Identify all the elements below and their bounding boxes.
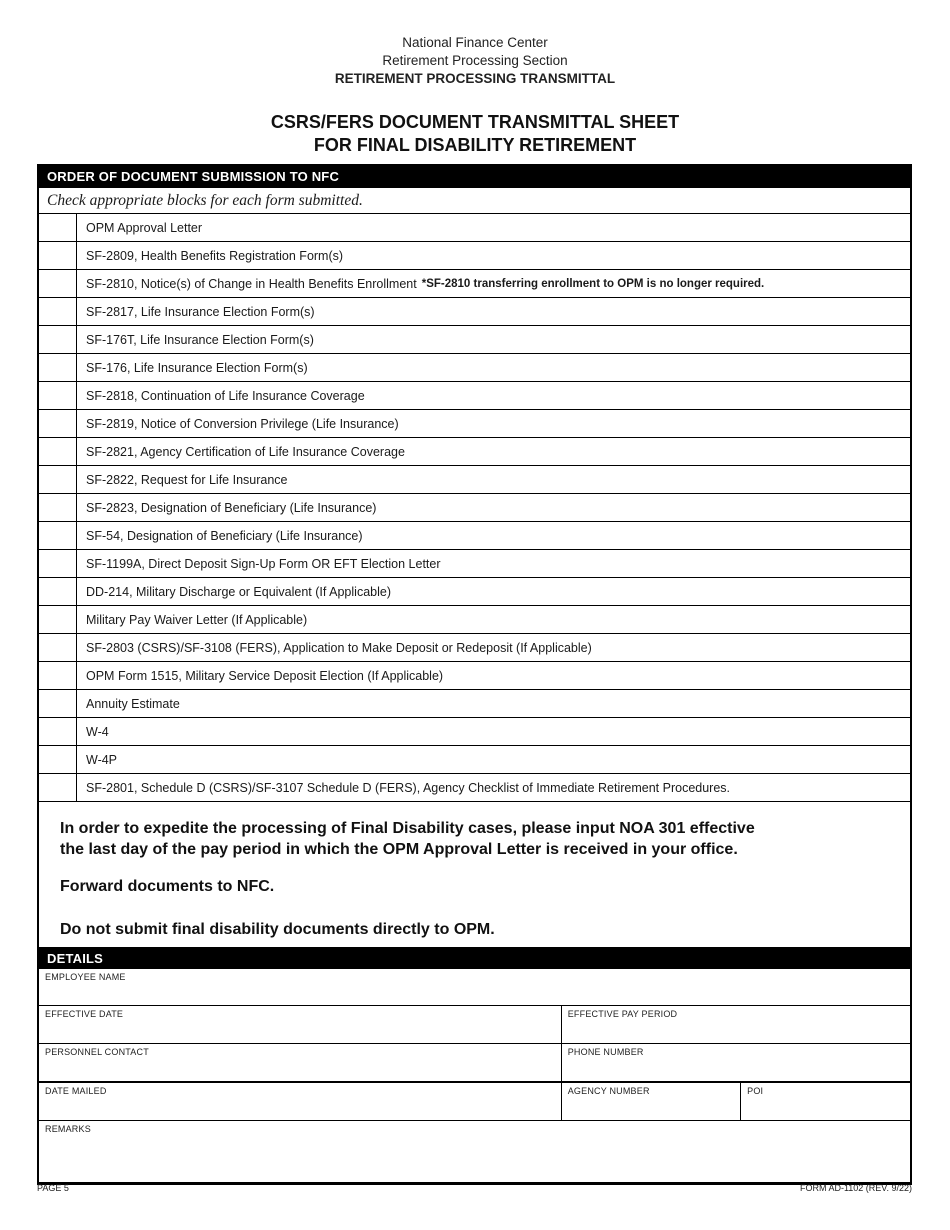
checkbox-cell[interactable] bbox=[39, 690, 77, 717]
field-label-poi: POI bbox=[747, 1086, 764, 1096]
form-label: SF-2823, Designation of Beneficiary (Life Insurance) bbox=[86, 500, 377, 515]
form-label: SF-176T, Life Insurance Election Form(s) bbox=[86, 332, 314, 347]
checklist-row bbox=[39, 438, 910, 466]
checkbox-cell[interactable] bbox=[39, 410, 77, 437]
checkbox-cell[interactable] bbox=[39, 438, 77, 465]
document-title-line1: CSRS/FERS DOCUMENT TRANSMITTAL SHEET bbox=[270, 112, 680, 132]
field-effective-date[interactable] bbox=[39, 1006, 561, 1043]
form-label: SF-2818, Continuation of Life Insurance Coverage bbox=[86, 388, 365, 403]
checkbox-cell[interactable] bbox=[39, 522, 77, 549]
checklist-row bbox=[39, 690, 910, 718]
checklist-row bbox=[39, 270, 910, 298]
field-label-agency-number: AGENCY NUMBER bbox=[567, 1086, 650, 1096]
checkbox-cell[interactable] bbox=[39, 550, 77, 577]
checklist-row bbox=[39, 606, 910, 634]
checkbox-cell[interactable] bbox=[39, 382, 77, 409]
form-label: OPM Approval Letter bbox=[86, 220, 203, 235]
checklist-row bbox=[39, 410, 910, 438]
order-section-header: ORDER OF DOCUMENT SUBMISSION TO NFC bbox=[39, 164, 910, 188]
checklist-row bbox=[39, 326, 910, 354]
document-title bbox=[0, 111, 950, 156]
field-label-phone-number: PHONE NUMBER bbox=[567, 1047, 644, 1057]
details-section-header: DETAILS bbox=[39, 947, 910, 969]
checklist-row bbox=[39, 214, 910, 242]
org-transmittal: RETIREMENT PROCESSING TRANSMITTAL bbox=[334, 71, 616, 86]
notice-p1-line2: the last day of the pay period in which the OPM Approval Letter is received in your office. bbox=[60, 841, 738, 858]
form-label: W-4 bbox=[86, 724, 109, 739]
checklist-row bbox=[39, 718, 910, 746]
footer-form-number: FORM AD-1102 (REV. 9/22) bbox=[799, 1183, 912, 1193]
checklist-row bbox=[39, 466, 910, 494]
form-label: SF-2821, Agency Certification of Life Insurance Coverage bbox=[86, 444, 405, 459]
checkbox-cell[interactable] bbox=[39, 298, 77, 325]
form-label: SF-2819, Notice of Conversion Privilege (Life Insurance) bbox=[86, 416, 399, 431]
checkbox-cell[interactable] bbox=[39, 214, 77, 241]
form-label: SF-2822, Request for Life Insurance bbox=[86, 472, 288, 487]
field-effective-pay-period[interactable] bbox=[561, 1006, 910, 1043]
details-row bbox=[39, 1083, 910, 1121]
checkbox-cell[interactable] bbox=[39, 606, 77, 633]
checkbox-cell[interactable] bbox=[39, 774, 77, 801]
order-section-instruction: Check appropriate blocks for each form submitted. bbox=[39, 188, 910, 214]
checklist-row bbox=[39, 382, 910, 410]
details-row bbox=[39, 1044, 910, 1083]
footer-page-number: PAGE 5 bbox=[37, 1183, 69, 1193]
checklist-row bbox=[39, 354, 910, 382]
form-label: W-4P bbox=[86, 752, 118, 767]
form-label: SF-1199A, Direct Deposit Sign-Up Form OR EFT Election Letter bbox=[86, 556, 441, 571]
details-row bbox=[39, 969, 910, 1006]
details-row bbox=[39, 1006, 910, 1044]
org-name: National Finance Center bbox=[402, 35, 548, 50]
checkbox-cell[interactable] bbox=[39, 634, 77, 661]
field-date-mailed[interactable] bbox=[39, 1083, 561, 1120]
field-phone-number[interactable] bbox=[561, 1044, 910, 1081]
checkbox-cell[interactable] bbox=[39, 718, 77, 745]
checklist-row bbox=[39, 634, 910, 662]
checklist-row bbox=[39, 242, 910, 270]
notice-p1-line1: In order to expedite the processing of Final Disability cases, please input NOA 301 effective bbox=[60, 820, 755, 837]
checklist-row bbox=[39, 494, 910, 522]
checkbox-cell[interactable] bbox=[39, 494, 77, 521]
notice-paragraph-2: Forward documents to NFC. bbox=[60, 878, 275, 895]
checkbox-cell[interactable] bbox=[39, 662, 77, 689]
checkbox-cell[interactable] bbox=[39, 326, 77, 353]
details-row bbox=[39, 1121, 910, 1182]
checklist-row bbox=[39, 550, 910, 578]
field-remarks[interactable] bbox=[39, 1121, 910, 1182]
checkbox-cell[interactable] bbox=[39, 578, 77, 605]
checklist-row bbox=[39, 746, 910, 774]
field-label-employee-name: EMPLOYEE NAME bbox=[45, 972, 126, 982]
field-label-effective-date: EFFECTIVE DATE bbox=[45, 1009, 124, 1019]
notice-paragraph-1 bbox=[60, 818, 888, 860]
form-label: DD-214, Military Discharge or Equivalent (If Applicable) bbox=[86, 584, 391, 599]
checkbox-cell[interactable] bbox=[39, 746, 77, 773]
page-header bbox=[0, 0, 950, 156]
field-agency-number[interactable] bbox=[561, 1083, 740, 1120]
org-section: Retirement Processing Section bbox=[382, 53, 568, 68]
checkbox-cell[interactable] bbox=[39, 466, 77, 493]
checklist-row bbox=[39, 774, 910, 802]
form-label: Annuity Estimate bbox=[86, 696, 180, 711]
form-label: SF-2817, Life Insurance Election Form(s) bbox=[86, 304, 315, 319]
form-label: SF-2810, Notice(s) of Change in Health Benefits Enrollment bbox=[86, 276, 417, 291]
form-label: SF-54, Designation of Beneficiary (Life Insurance) bbox=[86, 528, 363, 543]
checklist-row bbox=[39, 662, 910, 690]
checkbox-cell[interactable] bbox=[39, 354, 77, 381]
checklist-row bbox=[39, 522, 910, 550]
field-label-date-mailed: DATE MAILED bbox=[45, 1086, 107, 1096]
checklist-row bbox=[39, 298, 910, 326]
field-label-effective-pay-period: EFFECTIVE PAY PERIOD bbox=[567, 1009, 678, 1019]
checkbox-cell[interactable] bbox=[39, 270, 77, 297]
field-label-remarks: REMARKS bbox=[45, 1124, 91, 1134]
document-title-line2: FOR FINAL DISABILITY RETIREMENT bbox=[313, 134, 637, 155]
form-label: OPM Form 1515, Military Service Deposit Election (If Applicable) bbox=[86, 668, 444, 683]
checkbox-cell[interactable] bbox=[39, 242, 77, 269]
form-label: SF-2803 (CSRS)/SF-3108 (FERS), Application to Make Deposit or Redeposit (If Applicable) bbox=[86, 640, 592, 655]
form-note: *SF-2810 transferring enrollment to OPM is no longer required. bbox=[421, 277, 765, 290]
field-employee-name[interactable] bbox=[39, 969, 910, 1005]
field-label-personnel-contact: PERSONNEL CONTACT bbox=[45, 1047, 149, 1057]
field-poi[interactable] bbox=[740, 1083, 910, 1120]
notice-block bbox=[39, 802, 910, 947]
notice-paragraph-3: Do not submit final disability documents directly to OPM. bbox=[60, 921, 495, 938]
page-footer bbox=[37, 1183, 912, 1193]
form-label: SF-2801, Schedule D (CSRS)/SF-3107 Schedule D (FERS), Agency Checklist of Immediate Retirement Procedures. bbox=[86, 780, 731, 795]
form-label: SF-176, Life Insurance Election Form(s) bbox=[86, 360, 308, 375]
form-label: Military Pay Waiver Letter (If Applicable) bbox=[86, 612, 308, 627]
form-box bbox=[37, 164, 912, 1185]
field-personnel-contact[interactable] bbox=[39, 1044, 561, 1081]
form-label: SF-2809, Health Benefits Registration Form(s) bbox=[86, 248, 344, 263]
checklist-row bbox=[39, 578, 910, 606]
